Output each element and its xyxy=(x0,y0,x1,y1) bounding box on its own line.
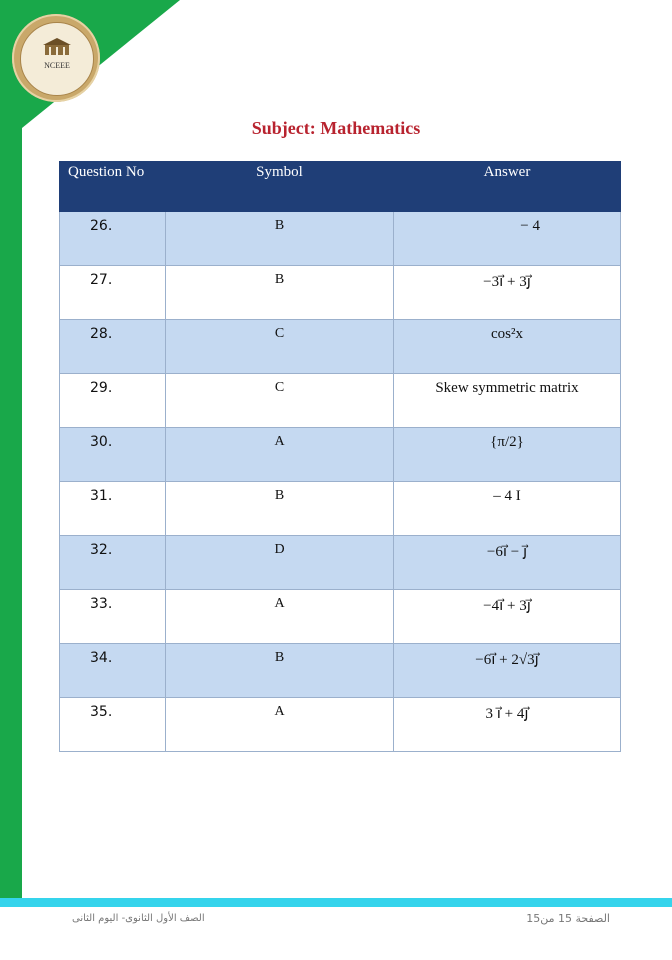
answer-value: – 4 I xyxy=(394,482,621,536)
answer-value: Skew symmetric matrix xyxy=(394,374,621,428)
question-number: 32. xyxy=(60,536,166,590)
answer-value: cos²x xyxy=(394,320,621,374)
question-number: 27. xyxy=(60,266,166,320)
table-row xyxy=(60,482,621,536)
table-header-row xyxy=(60,162,621,212)
table-row xyxy=(60,590,621,644)
question-number: 34. xyxy=(60,644,166,698)
page-title: Subject: Mathematics xyxy=(251,118,421,138)
footer-page-number: الصفحة 15 من15 xyxy=(526,912,610,925)
answer-value: −3ı⃗ + 3ȷ⃗ xyxy=(394,266,621,320)
answer-symbol: B xyxy=(166,212,394,266)
answer-value: −6ı⃗ − ȷ⃗ xyxy=(394,536,621,590)
table-row xyxy=(60,428,621,482)
answer-symbol: C xyxy=(166,320,394,374)
logo-label: NCEEE xyxy=(44,61,70,70)
answer-value: −6ı⃗ + 2√3ȷ⃗ xyxy=(394,644,621,698)
question-number: 28. xyxy=(60,320,166,374)
question-number: 30. xyxy=(60,428,166,482)
question-number: 29. xyxy=(60,374,166,428)
answer-value: −4ı⃗ + 3ȷ⃗ xyxy=(394,590,621,644)
answer-symbol: B xyxy=(166,482,394,536)
table-row xyxy=(60,374,621,428)
answer-symbol: B xyxy=(166,266,394,320)
column-header-question: Question No xyxy=(60,162,166,212)
answer-symbol: A xyxy=(166,590,394,644)
answer-symbol: A xyxy=(166,698,394,752)
answer-symbol: C xyxy=(166,374,394,428)
organization-logo xyxy=(12,14,100,102)
table-row xyxy=(60,644,621,698)
table-row xyxy=(60,320,621,374)
footer-bar xyxy=(0,898,672,907)
logo-seal xyxy=(20,22,94,96)
question-number: 33. xyxy=(60,590,166,644)
table-row xyxy=(60,266,621,320)
building-icon xyxy=(43,37,71,57)
question-number: 31. xyxy=(60,482,166,536)
answer-value: {π/2} xyxy=(394,428,621,482)
question-number: 26. xyxy=(60,212,166,266)
answers-table xyxy=(59,161,621,752)
footer-grade-label: الصف الأول الثانوى- اليوم الثانى xyxy=(72,913,205,924)
answer-value: − 4 xyxy=(394,212,621,266)
answer-value: 3 ı⃗ + 4ȷ⃗ xyxy=(394,698,621,752)
answer-symbol: D xyxy=(166,536,394,590)
table-row xyxy=(60,212,621,266)
column-header-answer: Answer xyxy=(394,162,621,212)
answer-symbol: B xyxy=(166,644,394,698)
table-row xyxy=(60,698,621,752)
question-number: 35. xyxy=(60,698,166,752)
answer-symbol: A xyxy=(166,428,394,482)
table-row xyxy=(60,536,621,590)
column-header-symbol: Symbol xyxy=(166,162,394,212)
